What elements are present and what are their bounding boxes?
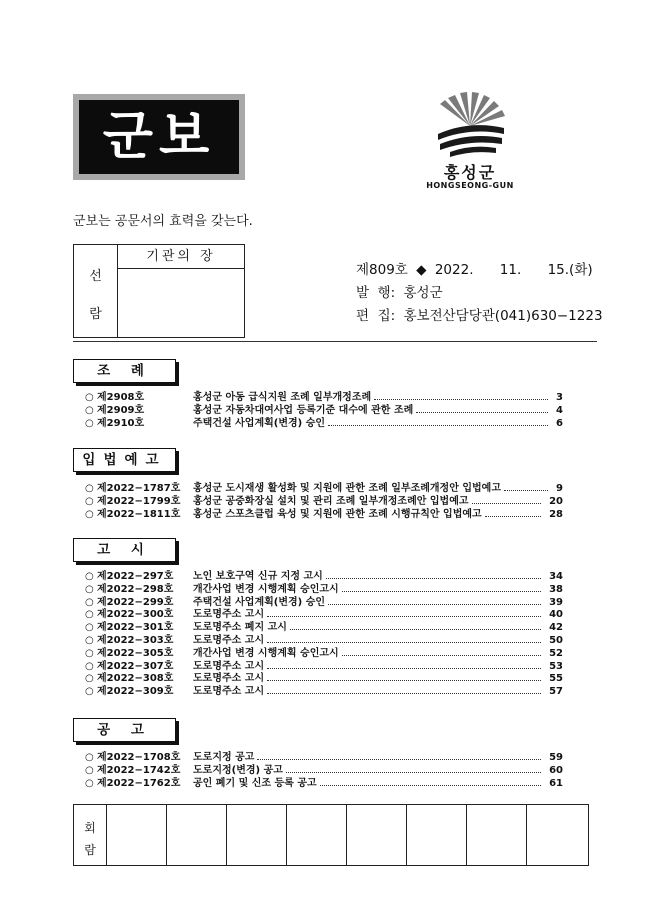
routing-label: [74, 805, 107, 865]
issue-day: 15.(화): [547, 262, 593, 278]
toc-entry-number: 제2910호: [97, 417, 145, 429]
toc-entry[interactable]: [85, 634, 563, 647]
bullet-icon: ○: [85, 635, 94, 646]
issue-diamond: ◆: [416, 262, 427, 278]
bullet-icon: ○: [85, 404, 94, 416]
toc-entry[interactable]: [85, 672, 563, 685]
toc-entry-title: 홍성군 도시재생 활성화 및 지원에 관한 조례 일부조례개정안 입법예고: [193, 483, 501, 494]
bullet-icon: ○: [85, 508, 94, 520]
toc-entry-number: 제2908호: [97, 392, 145, 403]
routing-box: [73, 804, 589, 866]
bullet-icon: ○: [85, 417, 94, 429]
circulation-box: [73, 244, 245, 338]
routing-cell[interactable]: [167, 805, 227, 865]
section-header: 고 시: [73, 538, 176, 562]
toc-entry[interactable]: [85, 660, 563, 673]
section-header: 조 례: [73, 359, 176, 383]
issue-month: 11.: [499, 262, 522, 278]
routing-cell[interactable]: [227, 805, 287, 865]
toc-entry-number: 제2022−1708호: [97, 752, 181, 763]
issue-line: [356, 258, 593, 278]
toc-leader: [267, 693, 541, 694]
toc-leader: [326, 578, 541, 579]
toc-entry-number: 제2022−297호: [97, 571, 174, 582]
toc-entry[interactable]: [85, 404, 563, 417]
toc-entry[interactable]: [85, 482, 563, 495]
toc-entry-title: 노인 보호구역 신규 지정 고시: [193, 571, 323, 582]
tagline: 군보는 공문서의 효력을 갖는다.: [73, 214, 253, 229]
toc-entry-number: 제2022−1787호: [97, 483, 181, 494]
routing-cell[interactable]: [467, 805, 527, 865]
toc-entry-page: 6: [556, 417, 563, 429]
bullet-icon: ○: [85, 686, 94, 698]
toc-leader: [267, 680, 541, 681]
publisher-line: [356, 281, 443, 301]
editor-label: 편 집:: [356, 308, 396, 324]
toc-entry[interactable]: [85, 647, 563, 660]
toc-leader: [342, 591, 541, 592]
toc-leader: [472, 503, 541, 504]
masthead: [73, 94, 245, 180]
bullet-icon: ○: [85, 583, 94, 595]
toc-entry-page: 61: [549, 777, 563, 789]
toc-entry[interactable]: [85, 508, 563, 521]
toc-entry[interactable]: [85, 495, 563, 508]
toc-entry[interactable]: [85, 621, 563, 634]
routing-cell[interactable]: [347, 805, 407, 865]
toc-entry-number: 제2022−301호: [97, 622, 174, 634]
publisher-value: 홍성군: [403, 285, 443, 301]
toc-entry-page: 9: [556, 483, 563, 494]
toc-entry-number: 제2022−1811호: [97, 508, 181, 520]
toc-entry-number: 제2022−1799호: [97, 495, 181, 507]
issue-year: 2022.: [434, 262, 474, 278]
toc-entry[interactable]: [85, 596, 563, 609]
toc-leader: [374, 399, 548, 400]
routing-cell[interactable]: [407, 805, 467, 865]
routing-cell[interactable]: [287, 805, 347, 865]
circulation-header: 기관의 장: [118, 245, 244, 269]
toc-entry-page: 40: [549, 609, 563, 621]
header-divider: [73, 341, 597, 342]
toc-leader: [290, 629, 541, 630]
toc-entry-page: 3: [556, 392, 563, 403]
bullet-icon: ○: [85, 571, 94, 582]
toc-leader: [328, 425, 548, 426]
bullet-icon: ○: [85, 673, 94, 685]
toc-entry-page: 4: [556, 404, 563, 416]
toc-entry-number: 제2022−299호: [97, 596, 174, 608]
toc-entry[interactable]: [85, 391, 563, 404]
toc-entry-title: 도로명주소 고시: [193, 686, 265, 698]
bullet-icon: ○: [85, 596, 94, 608]
county-name-roman: HONGSEONG-GUN: [426, 181, 514, 190]
toc-entry-number: 제2022−303호: [97, 635, 174, 646]
toc-entry-number: 제2022−309호: [97, 686, 174, 698]
circulation-label: [74, 245, 118, 337]
toc-entry-page: 38: [549, 583, 563, 595]
toc-entry-number: 제2022−1742호: [97, 764, 181, 776]
toc-entry-number: 제2022−300호: [97, 609, 174, 621]
toc-entry-title: 도로명주소 고시: [193, 673, 265, 685]
toc-entry-page: 53: [549, 660, 563, 672]
county-name: 홍성군: [443, 163, 497, 182]
toc-leader: [267, 616, 541, 617]
bullet-icon: ○: [85, 647, 94, 659]
toc-entry-page: 50: [549, 635, 563, 646]
toc-entry-title: 홍성군 자동차대여사업 등록기준 대수에 관한 조례: [193, 404, 414, 416]
toc-entry-page: 52: [549, 647, 563, 659]
toc-entry[interactable]: [85, 777, 563, 790]
toc-entry-title: 홍성군 공중화장실 설치 및 관리 조례 일부개정조례안 입법예고: [193, 495, 469, 507]
toc-entry-title: 도로명주소 고시: [193, 660, 265, 672]
toc-entry[interactable]: [85, 764, 563, 777]
bullet-icon: ○: [85, 495, 94, 507]
toc-entry-page: 34: [549, 571, 563, 582]
routing-cell[interactable]: [107, 805, 167, 865]
toc-entry-title: 개간사업 변경 시행계획 승인고시: [193, 647, 339, 659]
publisher-label: 발 행:: [356, 285, 396, 301]
toc-entry-page: 20: [549, 495, 563, 507]
toc-entry-title: 공인 폐기 및 신조 등록 공고: [193, 777, 317, 789]
toc-entry[interactable]: [85, 608, 563, 621]
toc-leader: [504, 490, 548, 491]
toc-leader: [257, 759, 541, 760]
toc-entry-title: 도로명주소 고시: [193, 635, 265, 646]
toc-leader: [342, 655, 541, 656]
toc-entry-page: 28: [549, 508, 563, 520]
toc-entry-page: 55: [549, 673, 563, 685]
toc-entry-number: 제2022−305호: [97, 647, 174, 659]
toc-entry[interactable]: [85, 417, 563, 430]
editor-value: 홍보전산담당관(041)630−1223: [403, 308, 603, 324]
toc-leader: [328, 604, 541, 605]
toc-leader: [267, 668, 541, 669]
toc-entry-title: 개간사업 변경 시행계획 승인고시: [193, 583, 339, 595]
toc-entry-number: 제2022−1762호: [97, 777, 181, 789]
toc-leader: [286, 772, 541, 773]
toc-entry-number: 제2909호: [97, 404, 145, 416]
toc-entry[interactable]: [85, 583, 563, 596]
toc-entry[interactable]: [85, 685, 563, 698]
county-emblem-icon: [420, 92, 520, 158]
routing-label-bottom: 람: [84, 843, 96, 857]
toc-entry-title: 홍성군 아동 급식지원 조례 일부개정조례: [193, 392, 372, 403]
bullet-icon: ○: [85, 483, 94, 494]
toc-entry-title: 주택건설 사업계획(변경) 승인: [193, 417, 326, 429]
toc-entry-page: 60: [549, 764, 563, 776]
bullet-icon: ○: [85, 392, 94, 403]
toc-entry-title: 주택건설 사업계획(변경) 승인: [193, 596, 326, 608]
toc-leader: [267, 642, 541, 643]
bullet-icon: ○: [85, 609, 94, 621]
county-logo: [420, 92, 520, 202]
toc-entry-title: 홍성군 스포츠클럽 육성 및 지원에 관한 조례 시행규칙안 입법예고: [193, 508, 482, 520]
circulation-label-bottom: 람: [89, 307, 102, 322]
toc-entry-title: 도로명주소 고시: [193, 609, 265, 621]
toc-entry-page: 39: [549, 596, 563, 608]
bullet-icon: ○: [85, 752, 94, 763]
toc-entry-number: 제2022−307호: [97, 660, 174, 672]
routing-cell[interactable]: [527, 805, 588, 865]
bullet-icon: ○: [85, 660, 94, 672]
toc-entry-title: 도로지정 공고: [193, 752, 255, 763]
toc-entry-title: 도로명주소 폐지 고시: [193, 622, 287, 634]
toc-entry[interactable]: [85, 751, 563, 764]
toc-leader: [320, 785, 541, 786]
editor-line: [356, 304, 603, 324]
toc-entry-page: 59: [549, 752, 563, 763]
toc-entry[interactable]: [85, 570, 563, 583]
toc-entry-number: 제2022−298호: [97, 583, 174, 595]
routing-label-top: 회: [84, 821, 96, 835]
issue-number: 제809호: [356, 262, 408, 278]
bullet-icon: ○: [85, 777, 94, 789]
section-header: 입법예고: [73, 448, 176, 472]
toc-entry-number: 제2022−308호: [97, 673, 174, 685]
toc-leader: [485, 516, 541, 517]
bullet-icon: ○: [85, 764, 94, 776]
toc-entry-page: 57: [549, 686, 563, 698]
section-header: 공 고: [73, 718, 176, 742]
toc-entry-page: 42: [549, 622, 563, 634]
bullet-icon: ○: [85, 622, 94, 634]
circulation-label-top: 선: [89, 269, 102, 284]
masthead-title: 군보: [79, 100, 239, 174]
toc-entry-title: 도로지정(변경) 공고: [193, 764, 283, 776]
toc-leader: [416, 412, 548, 413]
